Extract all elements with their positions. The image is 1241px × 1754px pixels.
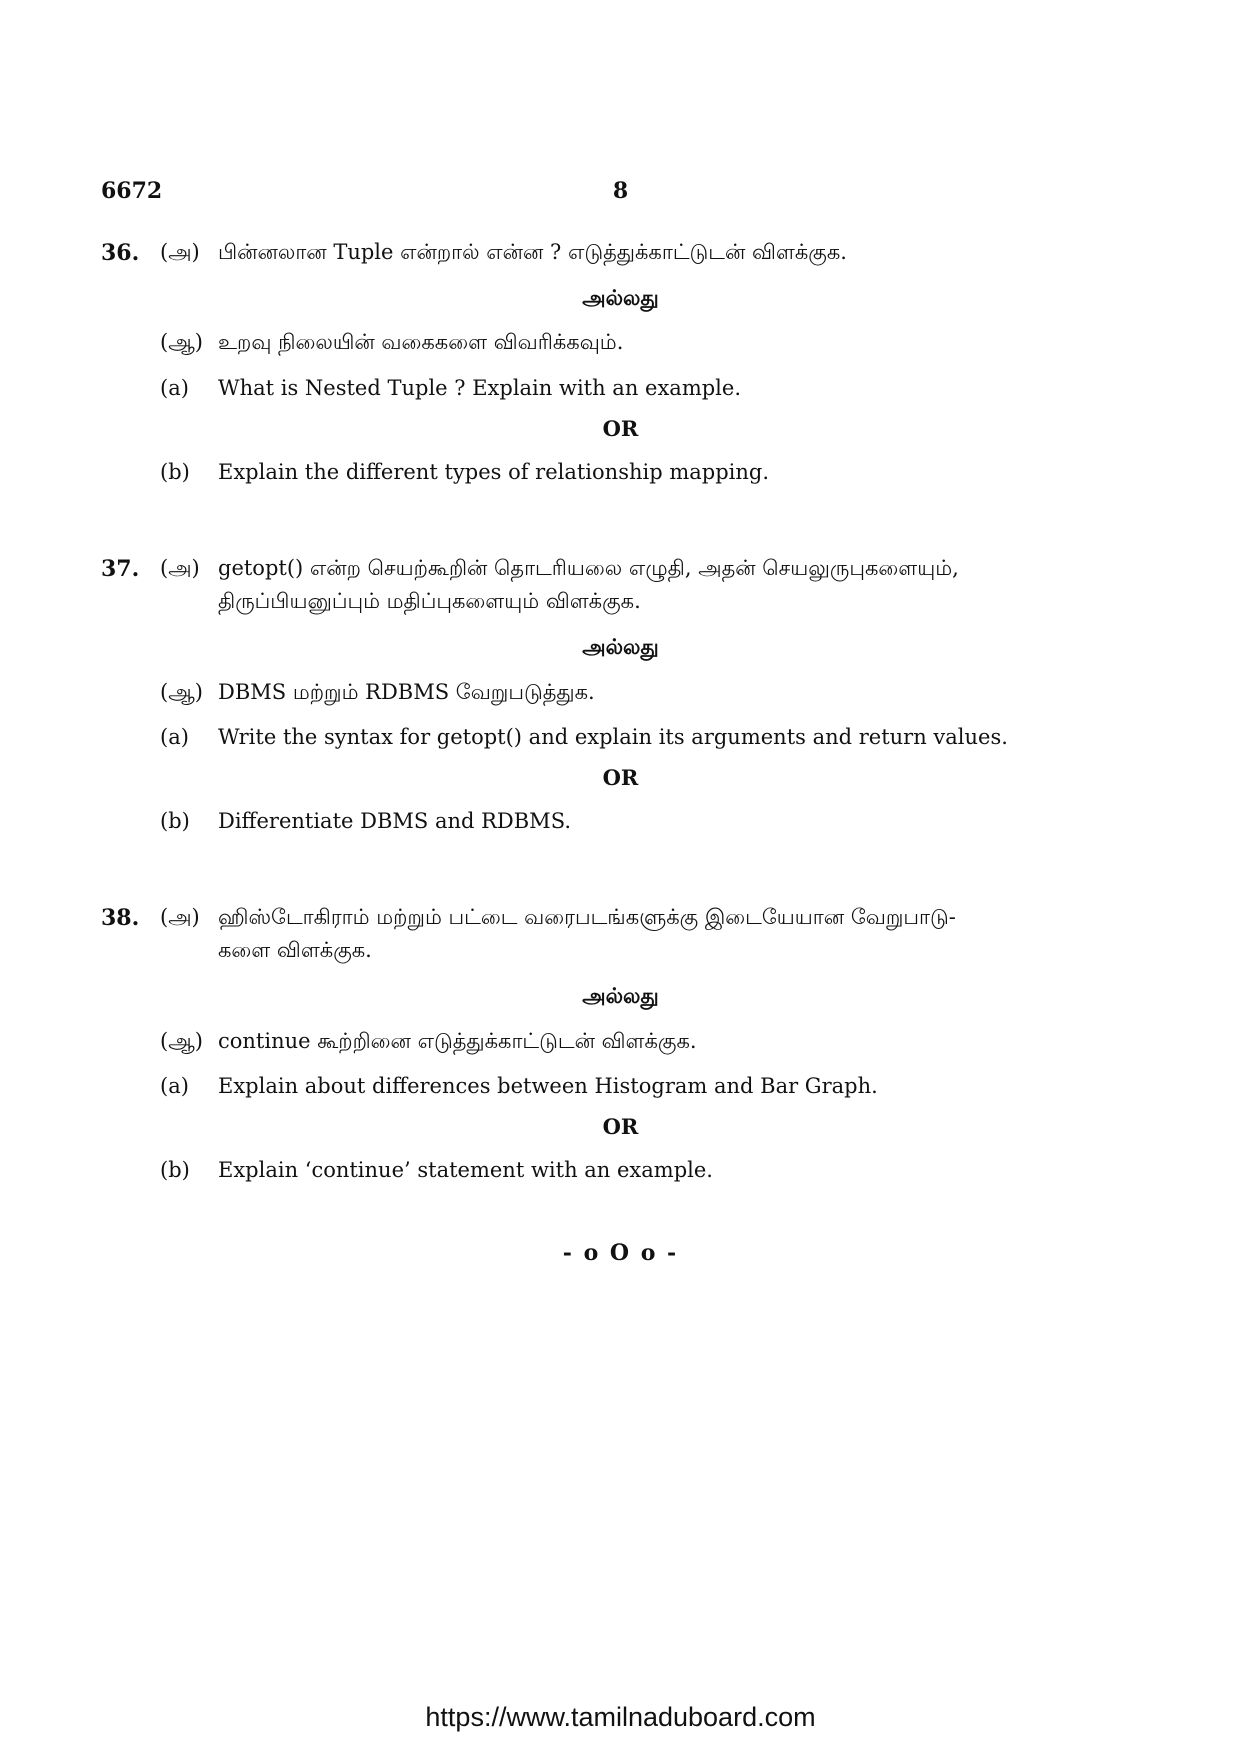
page-header bbox=[0, 178, 1241, 208]
option-text: பின்னலான Tuple என்றால் என்ன ? எடுத்துக்காட்டுடன் விளக்குக. bbox=[218, 240, 847, 264]
option-label: (ஆ) bbox=[160, 1029, 203, 1053]
english-or: OR bbox=[602, 416, 639, 441]
option-text: Explain the different types of relationship mapping. bbox=[218, 460, 770, 484]
option-label: (a) bbox=[160, 1074, 189, 1098]
question-number: 36. bbox=[101, 240, 140, 266]
option-label: (அ) bbox=[160, 556, 200, 580]
option-text: DBMS மற்றும் RDBMS வேறுபடுத்துக. bbox=[218, 680, 595, 704]
tamil-or: அல்லது bbox=[582, 285, 659, 310]
tamil-or: அல்லது bbox=[582, 634, 659, 659]
option-text: getopt() என்ற செயற்கூறின் தொடரியலை எழுதி, அதன் செயலுருபுகளையும், bbox=[218, 556, 959, 580]
english-or: OR bbox=[602, 765, 639, 790]
english-or: OR bbox=[602, 1114, 639, 1139]
option-label: (a) bbox=[160, 376, 189, 400]
option-text: Differentiate DBMS and RDBMS. bbox=[218, 809, 572, 833]
option-label: (ஆ) bbox=[160, 330, 203, 354]
paper-code: 6672 bbox=[101, 178, 163, 204]
option-label: (a) bbox=[160, 725, 189, 749]
option-text: Explain ‘continue’ statement with an example. bbox=[218, 1158, 713, 1182]
footer-url[interactable]: https://www.tamilnaduboard.com bbox=[425, 1702, 816, 1732]
option-text: Write the syntax for getopt() and explain its arguments and return values. bbox=[218, 725, 1008, 749]
option-text: What is Nested Tuple ? Explain with an example. bbox=[218, 376, 741, 400]
option-text: உறவு நிலையின் வகைகளை விவரிக்கவும். bbox=[218, 330, 624, 354]
option-text: continue கூற்றினை எடுத்துக்காட்டுடன் விளக்குக. bbox=[218, 1029, 697, 1053]
end-of-paper-mark: - o O o - bbox=[562, 1240, 679, 1266]
question-number: 37. bbox=[101, 556, 140, 582]
option-label: (அ) bbox=[160, 905, 200, 929]
option-text: களை விளக்குக. bbox=[218, 938, 372, 962]
question-number: 38. bbox=[101, 905, 140, 931]
option-label: (b) bbox=[160, 1158, 190, 1182]
option-text: திருப்பியனுப்பும் மதிப்புகளையும் விளக்குக. bbox=[218, 589, 641, 613]
tamil-or: அல்லது bbox=[582, 983, 659, 1008]
option-label: (ஆ) bbox=[160, 680, 203, 704]
page-number: 8 bbox=[612, 178, 629, 204]
option-label: (b) bbox=[160, 460, 190, 484]
option-text: Explain about differences between Histogram and Bar Graph. bbox=[218, 1074, 878, 1098]
option-label: (b) bbox=[160, 809, 190, 833]
option-label: (அ) bbox=[160, 240, 200, 264]
option-text: ஹிஸ்டோகிராம் மற்றும் பட்டை வரைபடங்களுக்கு இடையேயான வேறுபாடு- bbox=[218, 905, 956, 929]
